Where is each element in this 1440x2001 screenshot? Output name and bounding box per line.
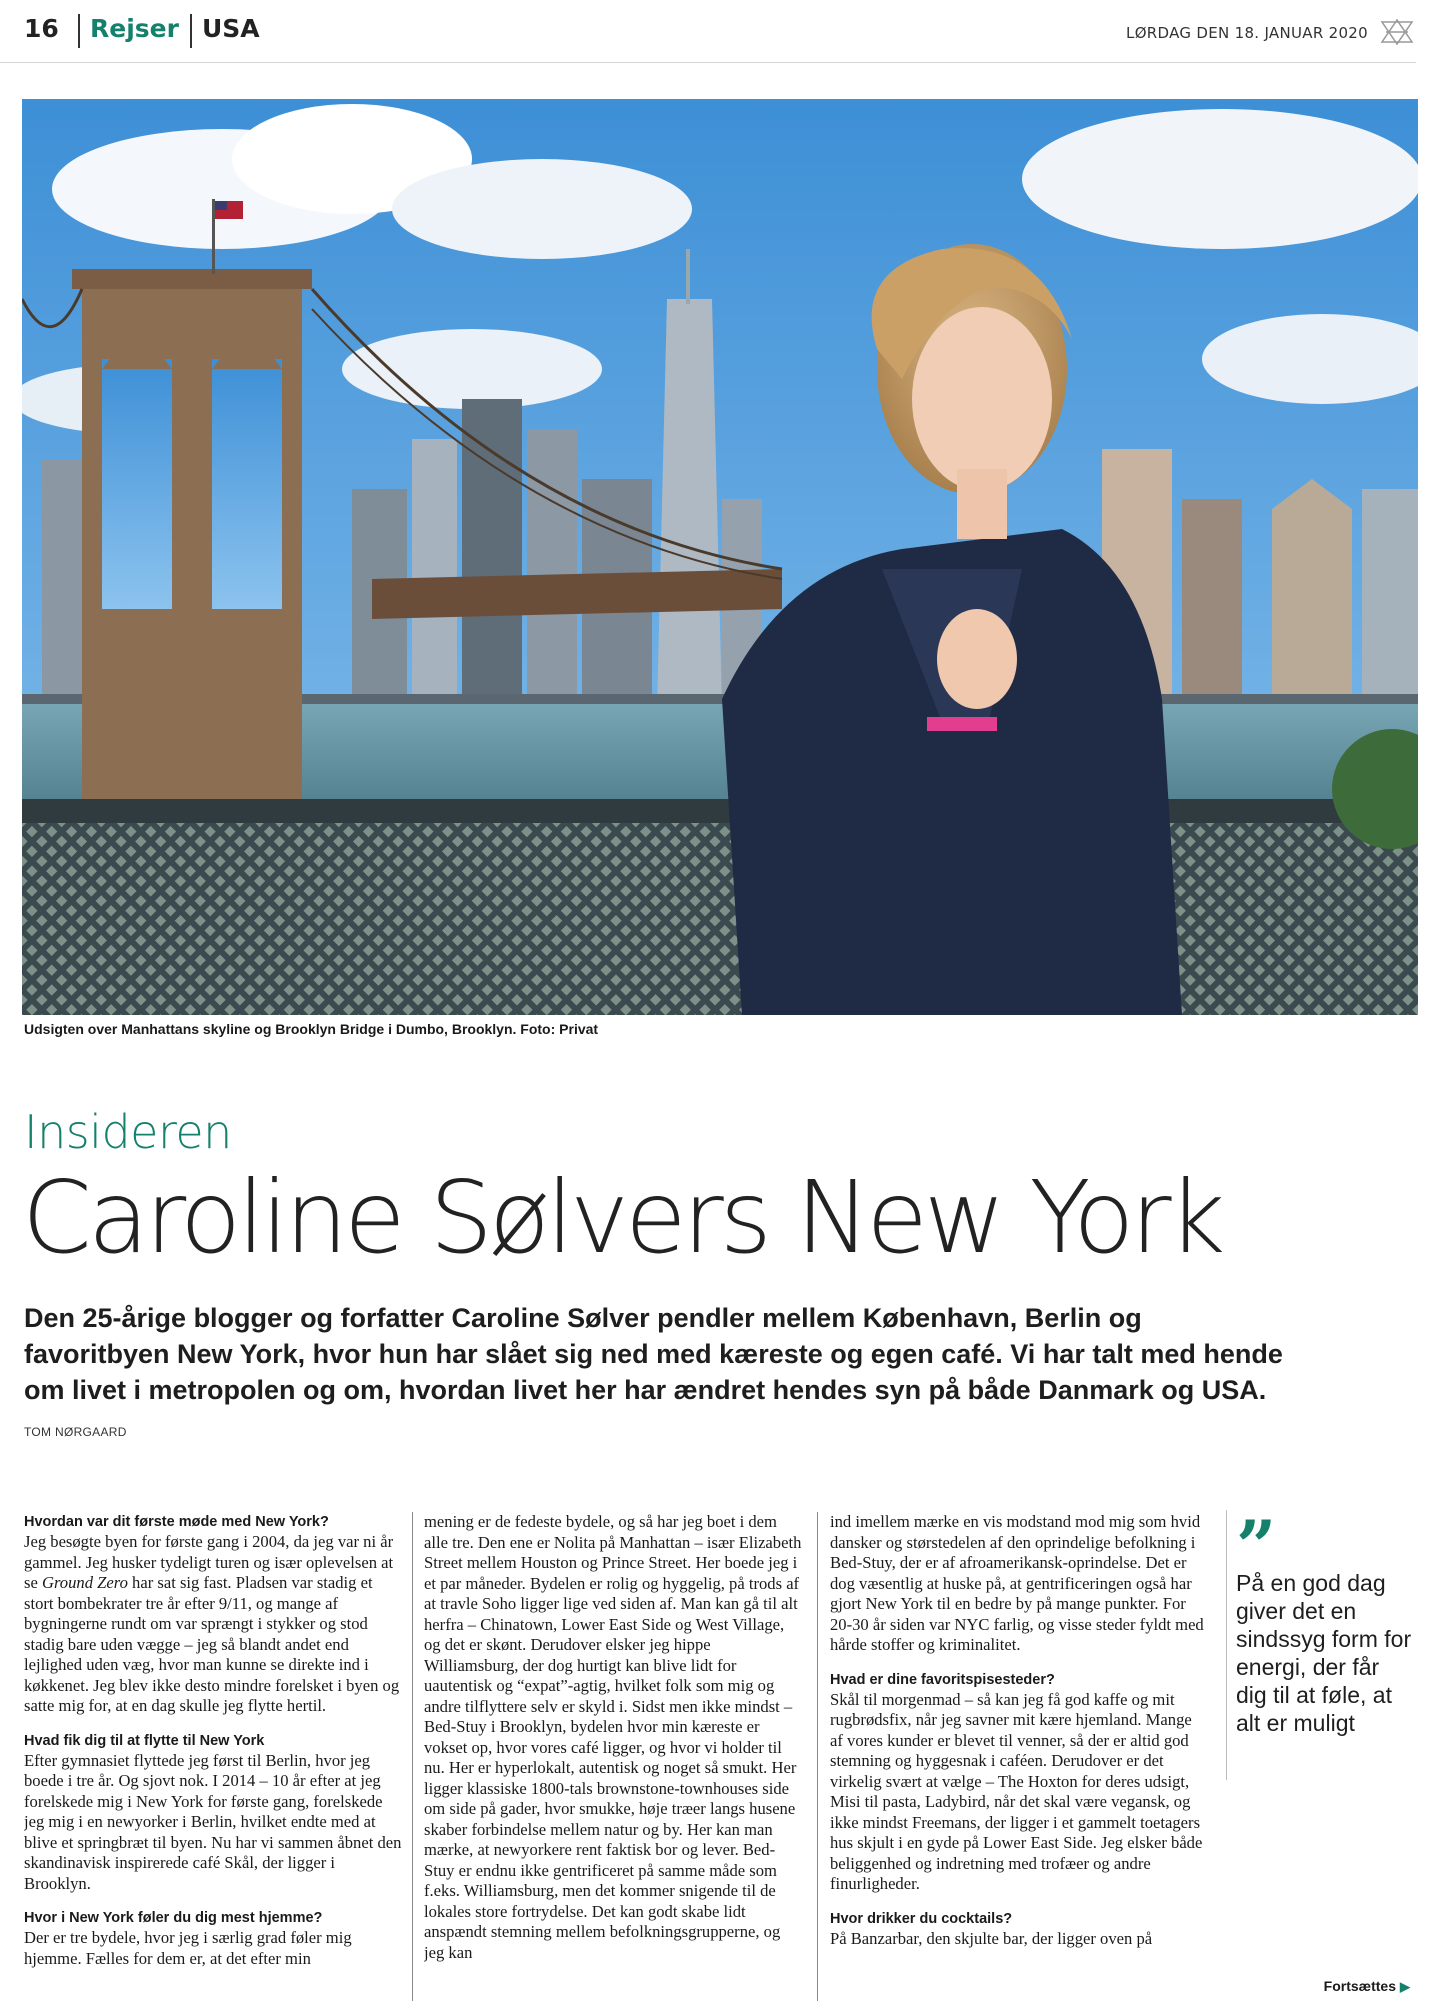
newspaper-logo-icon — [1378, 18, 1416, 48]
quote-mark-icon: ” — [1236, 1505, 1277, 1588]
interview-answer: Der er tre bydele, hvor jeg i særlig grad føler mig hjemme. Fælles for dem er, at det efter min — [24, 1928, 352, 1968]
interview-question: Hvordan var dit første møde med New York? — [24, 1514, 329, 1530]
body-column-1 — [24, 1512, 402, 2001]
interview-answer: Efter gymnasiet flyttede jeg først til Berlin, hvor jeg boede i tre år. Og sjovt nok. I 2014 – 10 år efter at jeg forelskede mig i New York for første gang, forelskede jeg mig i en newyorker i Berlin, hvilket endte med at blive et springbræt til byen. Nu har vi sammen åbnet den skandinavisk inspirerede café Skål, der ligger i Brooklyn. — [24, 1750, 402, 1893]
header-divider — [190, 14, 192, 48]
article-photo — [22, 99, 1418, 1015]
interview-question: Hvor i New York føler du dig mest hjemme? — [24, 1910, 323, 1926]
interview-answer: På Banzarbar, den skjulte bar, der ligger oven på — [830, 1928, 1153, 1948]
answer-emphasis: Ground Zero — [41, 1573, 128, 1592]
continued-label: Fortsættes — [1323, 1978, 1396, 1994]
photo-caption: Udsigten over Manhattans skyline og Brooklyn Bridge i Dumbo, Brooklyn. Foto: Privat — [24, 1021, 599, 1037]
page-number: 16 — [24, 14, 59, 43]
pull-quote-text: På en god dag giver det en sindssyg form for energi, der får dig til at føle, at alt er muligt — [1236, 1570, 1412, 1736]
header-rule — [0, 62, 1416, 63]
interview-answer: mening er de fedeste bydele, og så har jeg boet i dem alle tre. Den ene er Nolita på Manhattan – især Elizabeth Street mellem Houston og Prince Street. Her boede jeg i et par måneder. Bydelen er rolig og hyggelig, på trods af at travle Soho ligger lige ved siden af. Man kan gå til alt herfra – Chinatown, Lower East Side og West Village, og det er skønt. Derudover elsker jeg hippe Williamsburg, der dog hurtigt kan blive lidt for uautentisk og “expat”-agtig, hvilket folk som mig og andre tilflyttere selv er skyld i. Sidst men ikke mindst – Bed-Stuy i Brooklyn, bydelen hvor min kæreste er vokset op, hvor vores café ligger, og hvor vi holder til nu. Her er hyperlokalt, autentisk og noget så smukt. Her ligger klassiske 1800-tals brownstone-townhouses side om side på gader, hvor smukke, høje træer langs husene skaber forbindelse mellem natur og by. Her kan man mærke, at newyorkere rent faktisk bor og lever. Bed-Stuy er endnu ikke gentrificeret på samme måde som f.eks. Williamsburg, men det kommer snigende til de lokales store fortrydelse. Det kan godt skabe lidt anspændt stemning mellem befolkningsgrupperne, og jeg kan — [424, 1512, 802, 1962]
interview-question: Hvad fik dig til at flytte til New York — [24, 1732, 265, 1749]
interview-question: Hvad er dine favoritspisesteder? — [830, 1671, 1055, 1688]
interview-answer — [24, 1532, 402, 1717]
photo-illustration — [22, 99, 1418, 1015]
body-column-3 — [830, 1512, 1208, 2001]
column-divider — [817, 1512, 818, 2001]
continued-link[interactable] — [1324, 1978, 1410, 1995]
page-header — [24, 8, 1416, 48]
article-byline: TOM NØRGAARD — [24, 1425, 127, 1439]
article-kicker: Insideren — [24, 1105, 232, 1159]
answer-text: Jeg besøgte byen for første gang i 2004, da jeg var ni år gammel. Jeg husker tydeligt turen og især oplevelsen at se — [24, 1532, 394, 1592]
article-lead: Den 25-årige blogger og forfatter Caroline Sølver pendler mellem København, Berlin og favoritbyen New York, hvor hun har slået sig ned med kæreste og egen café. Vi har talt med hende om livet i metropolen og om, hvordan livet her har ændret hendes syn på både Danmark og USA. — [24, 1303, 1283, 1405]
article-headline: Caroline Sølvers New York — [22, 1159, 1222, 1276]
subsection-label: USA — [202, 14, 260, 43]
body-column-2 — [424, 1512, 802, 2001]
column-divider — [412, 1512, 413, 2001]
quote-divider — [1226, 1510, 1227, 1780]
header-divider — [78, 14, 80, 48]
interview-question: Hvor drikker du cocktails? — [830, 1910, 1013, 1927]
interview-answer: ind imellem mærke en vis modstand mod mig som hvid dansker og størstedelen af den oprindelige befolkning i Bed-Stuy, der er af afroamerikansk-oprindelse. Det er dog væsentlig at huske på, at gentrificeringen også har gjort New York til en bedre by på mange punkter. For 20-30 år siden var NYC farlig, og visse steder fyldt med hårde stoffer og kriminalitet. — [830, 1512, 1204, 1654]
answer-text: har sat sig fast. Pladsen var stadig et stort bombekrater tre år efter 9/11, og mange af bygningerne rundt om var sprængt i stykker og stod stadig bare uden vægge – jeg så blandt andet end lejlighed uden væg, hvor man kunne se direkte ind i køkkenet. Jeg blev ikke desto mindre forelsket i byen og satte mig for, at en dag skulle jeg flytte hertil. — [24, 1573, 400, 1715]
pull-quote — [1236, 1505, 1416, 1737]
interview-answer: Skål til morgenmad – så kan jeg få god kaffe og mit rugbrødsfix, når jeg savner mit kære hjemland. Mange af vores kunder er blevet til venner, så der er altid god stemning og hyggesnak i caféen. Derudover er det virkelig svært at vælge – The Hoxton for deres udsigt, Misi til pasta, Ladybird, når det skal være vegansk, og ikke mindst Freemans, der ligger i et gammelt toetagers hus skjult i en gyde på Lower East Side. Jeg elsker både beliggenhed og indretning med trofæer og andre finurligheder. — [830, 1689, 1203, 1893]
play-arrow-icon: ▶ — [1400, 1979, 1410, 1994]
issue-date: LØRDAG DEN 18. JANUAR 2020 — [1126, 24, 1368, 42]
section-label: Rejser — [90, 14, 179, 43]
